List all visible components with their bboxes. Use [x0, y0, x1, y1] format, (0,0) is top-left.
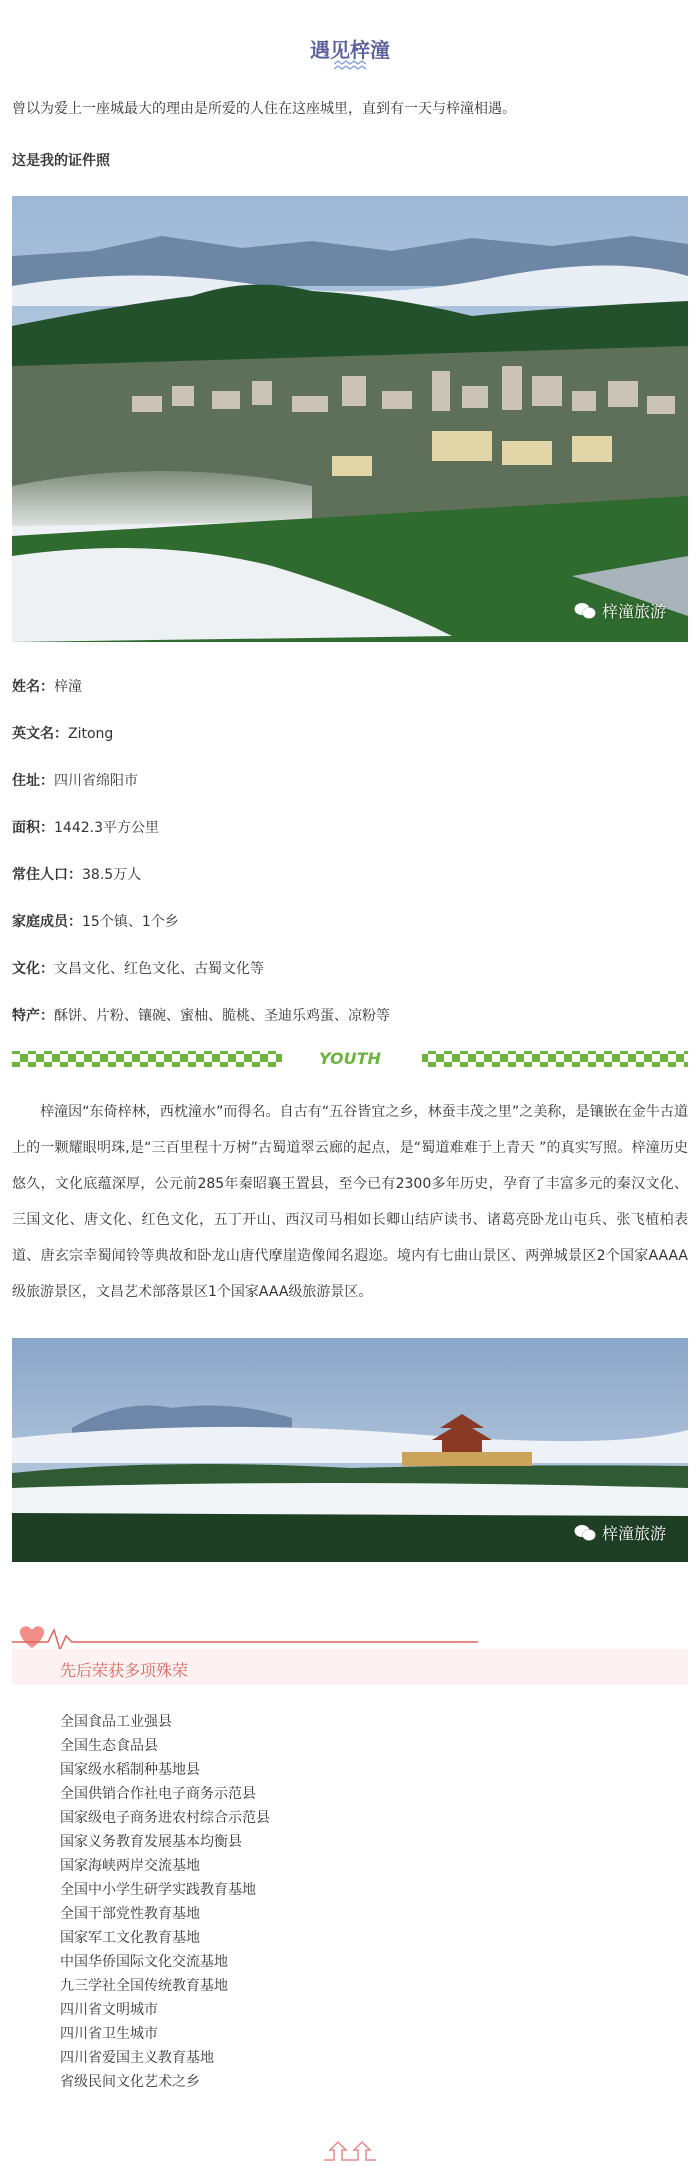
list-item: 国家级电子商务进农村综合示范县 [60, 1810, 270, 1826]
wechat-icon [574, 1524, 596, 1542]
intro-text: 曾以为爱上一座城最大的理由是所爱的人住在这座城里，直到有一天与梓潼相遇。 [12, 101, 516, 117]
info-population: 常住人口：38.5万人 [12, 867, 142, 883]
watermark-text: 梓潼旅游 [601, 1524, 666, 1543]
info-english-name: 英文名：Zitong [12, 726, 114, 742]
info-name: 姓名：梓潼 [12, 679, 82, 695]
wechat-icon [574, 602, 596, 620]
honors-title: 先后荣获多项殊荣 [60, 1661, 189, 1680]
heart-pulse-icon [12, 1622, 482, 1652]
wave-decoration-icon [334, 60, 368, 72]
list-item: 全国干部党性教育基地 [60, 1906, 200, 1922]
list-item: 全国供销合作社电子商务示范县 [60, 1786, 256, 1802]
list-item: 四川省爱国主义教育基地 [60, 2050, 214, 2066]
id-photo-heading: 这是我的证件照 [12, 153, 110, 169]
list-item: 全国生态食品县 [60, 1738, 158, 1754]
list-item: 国家军工文化教育基地 [60, 1930, 200, 1946]
list-item: 国家义务教育发展基本均衡县 [60, 1834, 242, 1850]
watermark-text: 梓潼旅游 [601, 602, 666, 621]
info-address: 住址：四川省绵阳市 [12, 773, 138, 789]
list-item: 省级民间文化艺术之乡 [60, 2074, 200, 2090]
info-culture: 文化：文昌文化、红色文化、古蜀文化等 [12, 961, 264, 977]
list-item: 四川省卫生城市 [60, 2026, 158, 2042]
photo-watermark-2 [574, 1521, 666, 1544]
temple-landscape-photo [12, 1338, 688, 1562]
description-paragraph: 梓潼因“东倚梓林，西枕潼水”而得名。自古有“五谷皆宜之乡，林蚕丰茂之里”之美称，是镶嵌在金牛古道上的一颗耀眼明珠,是“三百里程十万树”古蜀道翠云廊的起点，是“蜀道难难于上青天 ”的真实写照。梓潼历史悠久，文化底蕴深厚，公元前285年秦昭襄王置县，至今已有2300多年历史，孕育了丰富多元的秦汉文化、三国文化、唐文化、红色文化，五丁开山、西汉司马相如长卿山结庐读书、诸葛亮卧龙山屯兵、张飞植柏表道、唐玄宗幸蜀闻铃等典故和卧龙山唐代摩崖造像闻名遐迩。境内有七曲山景区、两弹城景区2个国家AAAA级旅游景区，文昌艺术部落景区1个国家AAA级旅游景区。 [12, 1104, 688, 1300]
list-item: 国家级水稻制种基地县 [60, 1762, 200, 1778]
list-item: 全国食品工业强县 [60, 1714, 172, 1730]
list-item: 四川省文明城市 [60, 2002, 158, 2018]
photo-watermark [574, 599, 666, 622]
info-family-members: 家庭成员：15个镇、1个乡 [12, 914, 179, 930]
youth-label: YOUTH [319, 1049, 381, 1068]
info-specialties: 特产：酥饼、片粉、镶碗、蜜柚、脆桃、圣迪乐鸡蛋、凉粉等 [12, 1008, 390, 1024]
city-landscape-photo [12, 196, 688, 642]
list-item: 九三学社全国传统教育基地 [60, 1978, 228, 1994]
honors-list [60, 1710, 270, 2094]
footer-ornament-icon [320, 2138, 380, 2162]
info-area: 面积：1442.3平方公里 [12, 820, 159, 836]
list-item: 国家海峡两岸交流基地 [60, 1858, 200, 1874]
list-item: 中国华侨国际文化交流基地 [60, 1954, 228, 1970]
list-item: 全国中小学生研学实践教育基地 [60, 1882, 256, 1898]
article-title: 遇见梓潼 [310, 38, 390, 62]
